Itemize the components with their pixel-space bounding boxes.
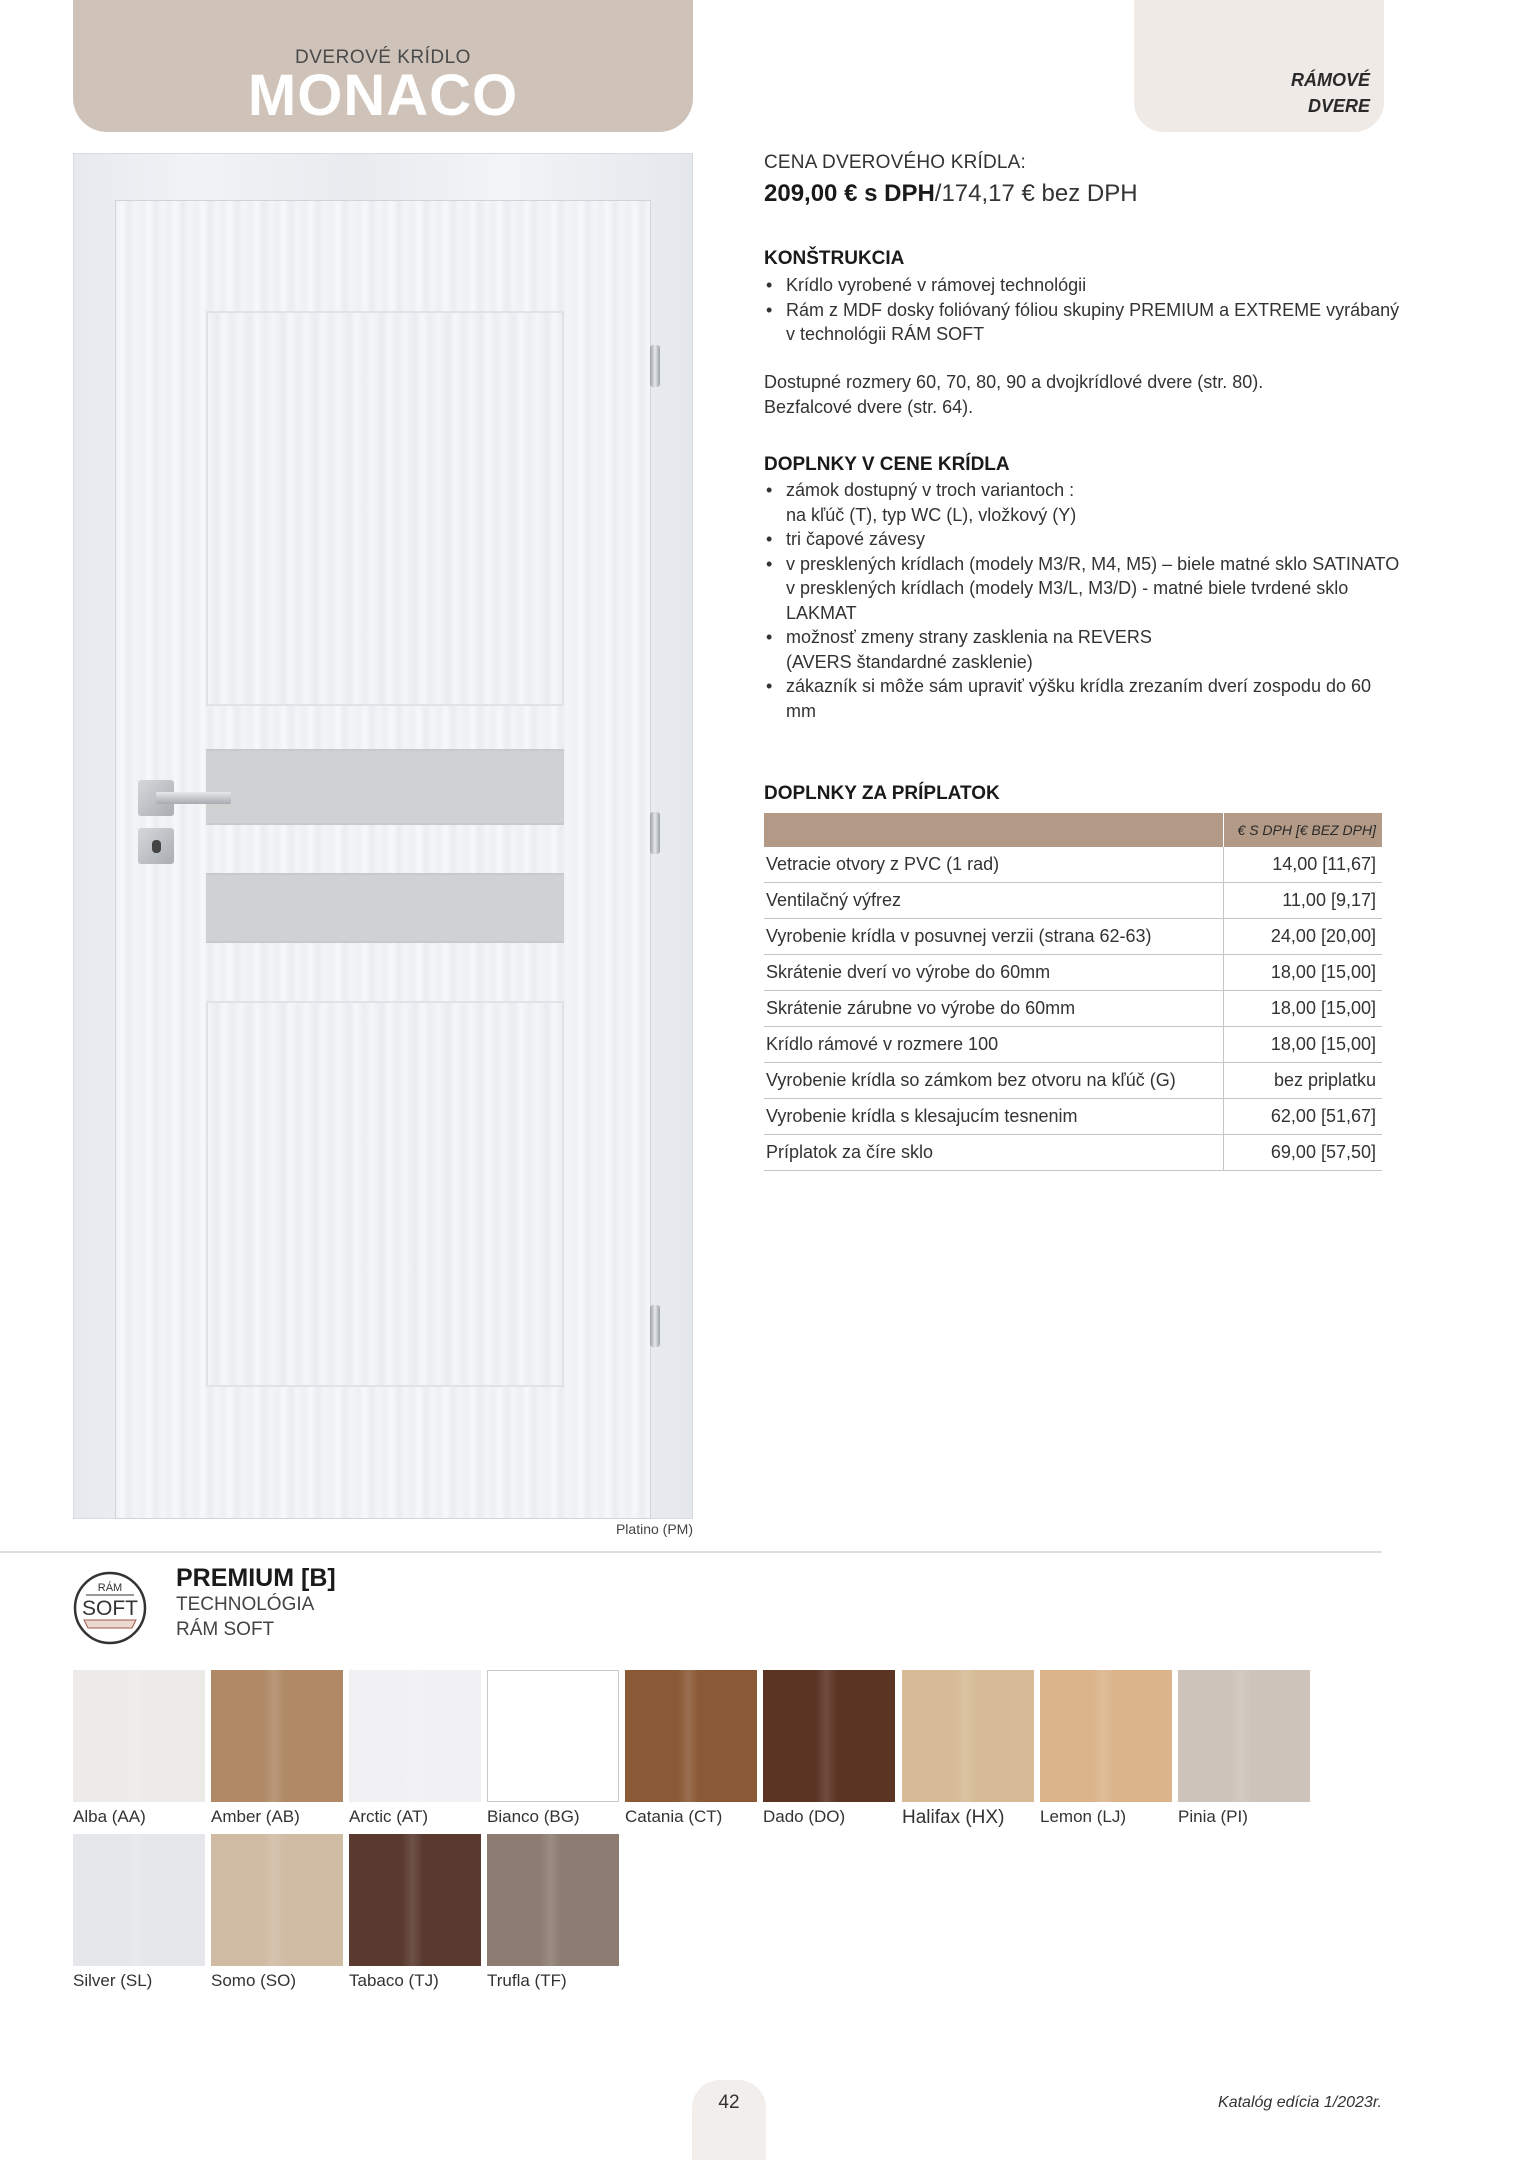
table-row: Vyrobenie krídla v posuvnej verzii (strana 62-63) 24,00 [20,00]: [764, 919, 1382, 955]
table-row: Vetracie otvory z PVC (1 rad) 14,00 [11,67]: [764, 847, 1382, 883]
premium-group-title: PREMIUM [B]: [176, 1564, 336, 1592]
price-label: CENA DVEROVÉHO KRÍDLA:: [764, 152, 1027, 173]
door-handle-lever: [156, 792, 231, 804]
surcharges-title: DOPLNKY ZA PRÍPLATOK: [764, 783, 1000, 804]
swatch-lemon[interactable]: [1040, 1670, 1172, 1802]
page-number: 42: [718, 2092, 740, 2113]
table-row: Vyrobenie krídla s klesajucím tesnenim 62,00 [51,67]: [764, 1099, 1382, 1135]
swatch-alba[interactable]: [73, 1670, 205, 1802]
swatch-tabaco[interactable]: [349, 1834, 481, 1966]
swatch-label: Trufla (TF): [487, 1971, 567, 1990]
swatch-label: Lemon (LJ): [1040, 1807, 1126, 1826]
swatch-amber[interactable]: [211, 1670, 343, 1802]
swatch-label: Amber (AB): [211, 1807, 300, 1826]
door-glass-strip-upper: [206, 749, 564, 825]
table-row: Skrátenie zárubne vo výrobe do 60mm 18,00 [15,00]: [764, 991, 1382, 1027]
door-hinge-top: [650, 345, 660, 387]
swatch-label: Pinia (PI): [1178, 1807, 1248, 1826]
table-row: Skrátenie dverí vo výrobe do 60mm 18,00 [15,00]: [764, 955, 1382, 991]
category-tab: [1134, 0, 1384, 132]
construction-list: [764, 273, 1404, 347]
table-row: Príplatok za číre sklo 69,00 [57,50]: [764, 1135, 1382, 1171]
swatch-trufla[interactable]: [487, 1834, 619, 1966]
construction-title: KONŠTRUKCIA: [764, 248, 905, 269]
swatch-pinia[interactable]: [1178, 1670, 1310, 1802]
swatch-label: Catania (CT): [625, 1807, 723, 1826]
premium-technology-label: TECHNOLÓGIA: [176, 1594, 315, 1615]
included-accessories-list: [764, 478, 1404, 723]
swatch-halifax[interactable]: [902, 1670, 1034, 1802]
included-accessories-title: DOPLNKY V CENE KRÍDLA: [764, 454, 1010, 475]
included-item: • zámok dostupný v troch variantoch : na kľúč (T), typ WC (L), vložkový (Y): [786, 478, 1404, 527]
included-item: • v presklených krídlach (modely M3/R, M4, M5) – biele matné sklo SATINATO v presklených krídlach (modely M3/L, M3/D) - matné biele tvrdené sklo LAKMAT: [786, 552, 1404, 626]
price-without-vat: /174,17 € bez DPH: [934, 180, 1138, 207]
swatch-somo[interactable]: [211, 1834, 343, 1966]
table-header-row: [764, 813, 1382, 847]
swatch-dado[interactable]: [763, 1670, 895, 1802]
swatch-arctic[interactable]: [349, 1670, 481, 1802]
door-glass-strip-lower: [206, 873, 564, 943]
swatch-label: Somo (SO): [211, 1971, 297, 1990]
keyhole-icon: [152, 840, 161, 853]
construction-item: • Rám z MDF dosky folióvaný fóliou skupiny PREMIUM a EXTREME vyrábaný v technológii RÁM SOFT: [786, 298, 1404, 347]
construction-item: • Krídlo vyrobené v rámovej technológii: [786, 273, 1404, 298]
catalog-edition: Katalóg edícia 1/2023r.: [1218, 2094, 1382, 2111]
swatch-label: Alba (AA): [73, 1807, 146, 1826]
svg-text:RÁM: RÁM: [97, 1582, 123, 1594]
table-row: Krídlo rámové v rozmere 100 18,00 [15,00]: [764, 1027, 1382, 1063]
swatch-label: Dado (DO): [763, 1807, 846, 1826]
swatch-label: Silver (SL): [73, 1971, 153, 1990]
door-color-caption: Platino (PM): [615, 1521, 693, 1537]
included-item: • zákazník si môže sám upraviť výšku krídla zrezaním dverí zospodu do 60 mm: [786, 674, 1404, 723]
included-item: • možnosť zmeny strany zasklenia na REVERS (AVERS štandardné zasklenie): [786, 625, 1404, 674]
frameless-line: Bezfalcové dvere (str. 64).: [764, 396, 974, 417]
door-upper-panel: [206, 311, 564, 706]
price-with-vat: 209,00 € s DPH: [764, 180, 935, 207]
section-divider: [0, 1551, 1382, 1553]
item-column-header: [764, 813, 1224, 847]
product-type-label: DVEROVÉ KRÍDLO: [295, 47, 471, 68]
category-label-line2: DVERE: [1307, 96, 1370, 116]
surcharges-table: [764, 813, 1382, 1171]
table-row: Ventilačný výfrez 11,00 [9,17]: [764, 883, 1382, 919]
dimensions-line: Dostupné rozmery 60, 70, 80, 90 a dvojkrídlové dvere (str. 80).: [764, 372, 1264, 392]
door-hinge-middle: [650, 812, 660, 854]
swatch-silver[interactable]: [73, 1834, 205, 1966]
premium-technology-name: RÁM SOFT: [176, 1619, 275, 1640]
title-tab: [73, 0, 693, 132]
swatch-label: Arctic (AT): [349, 1807, 429, 1826]
product-title: MONACO: [247, 63, 519, 128]
price-line: [764, 180, 1138, 208]
svg-text:SOFT: SOFT: [82, 1597, 138, 1620]
swatch-label: Bianco (BG): [487, 1807, 580, 1826]
dimensions-text: [764, 370, 1404, 419]
ram-soft-logo-icon: [72, 1570, 148, 1646]
swatch-catania[interactable]: [625, 1670, 757, 1802]
category-label-line1: RÁMOVÉ: [1290, 70, 1370, 90]
swatch-bianco[interactable]: [487, 1670, 619, 1802]
table-row: Vyrobenie krídla so zámkom bez otvoru na kľúč (G) bez priplatku: [764, 1063, 1382, 1099]
door-leaf-image: [115, 200, 651, 1519]
price-column-header: € S DPH [€ BEZ DPH]: [1224, 813, 1383, 847]
door-hinge-bottom: [650, 1305, 660, 1347]
swatch-label: Tabaco (TJ): [349, 1971, 439, 1990]
door-lower-panel: [206, 1001, 564, 1387]
included-item: • tri čapové závesy: [786, 527, 1404, 552]
swatch-label: Halifax (HX): [902, 1807, 1005, 1828]
